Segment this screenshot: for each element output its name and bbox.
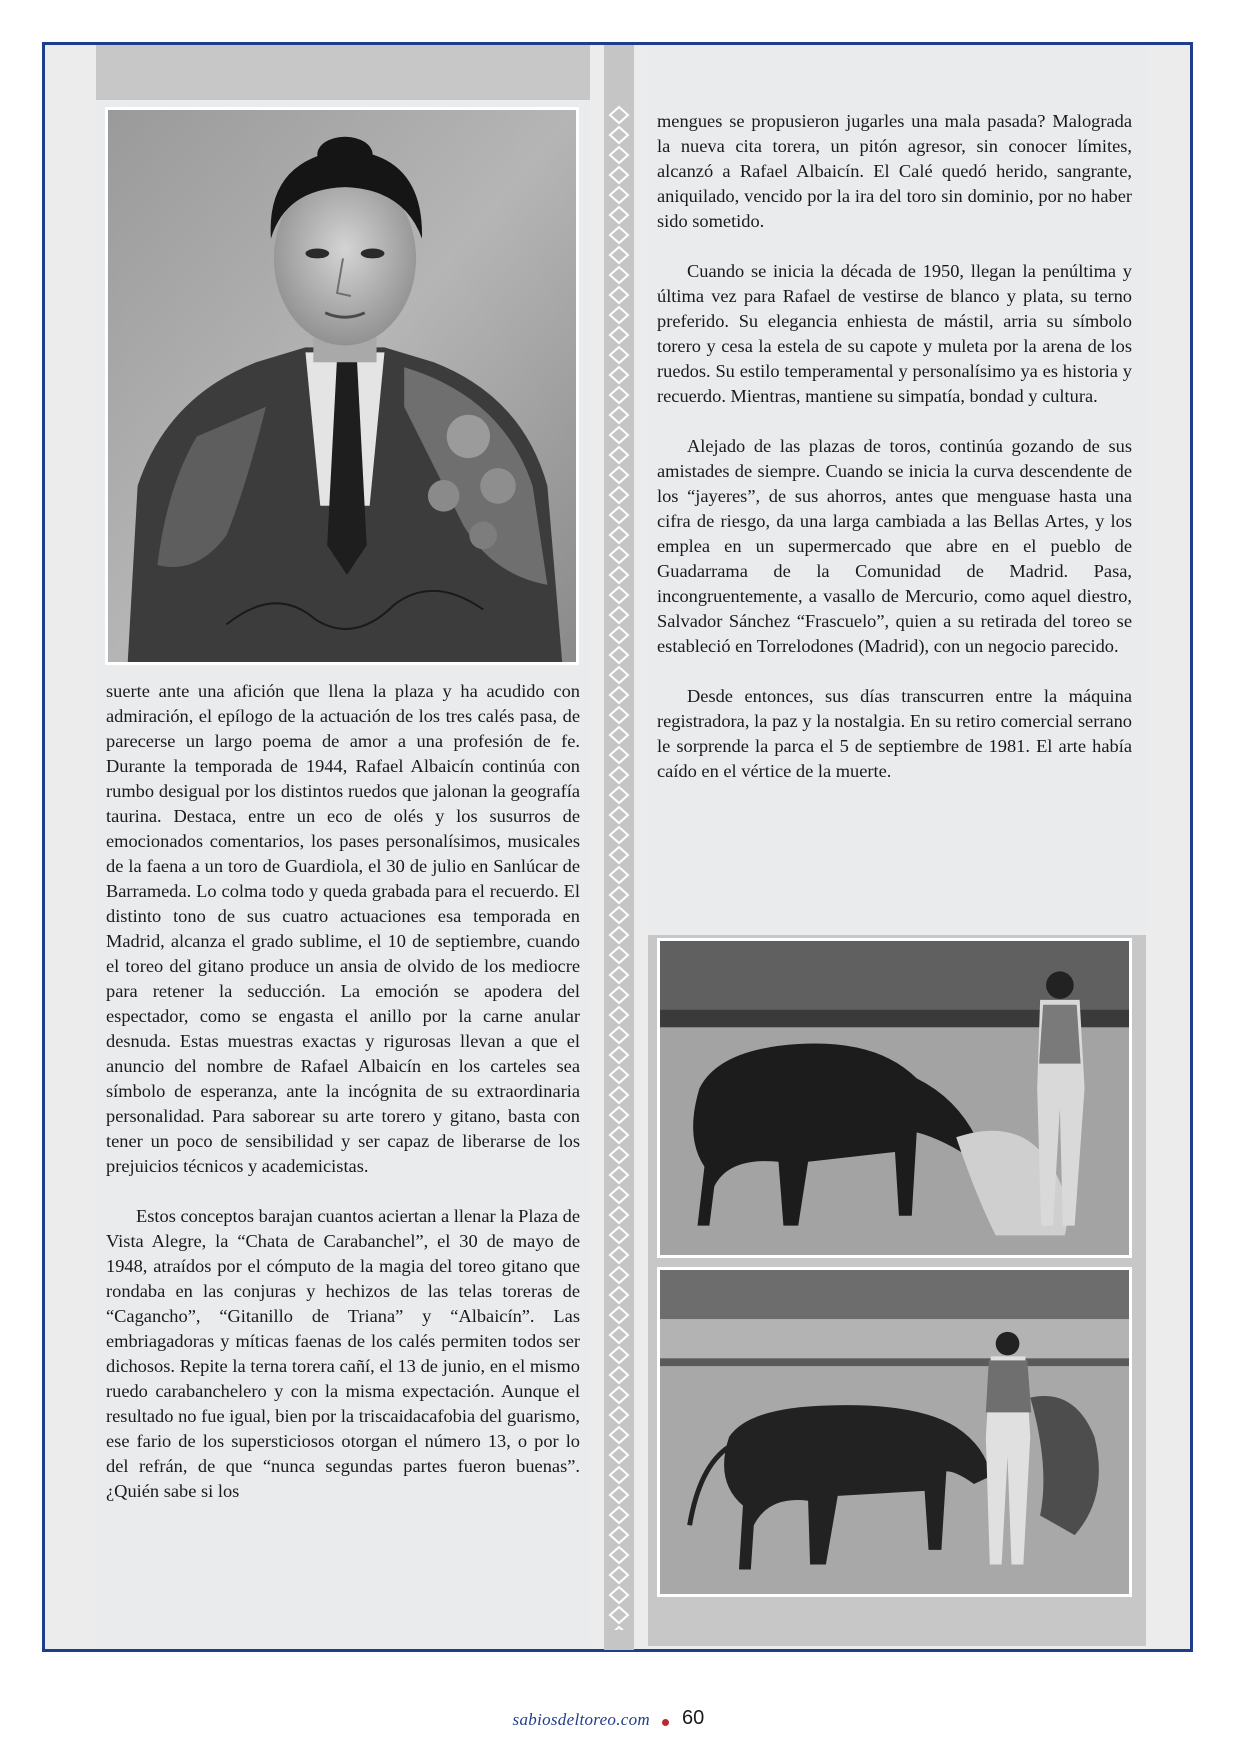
bullfight-image-1 bbox=[660, 941, 1129, 1255]
left-column-text bbox=[106, 679, 580, 1504]
right-paragraph-4: Desde entonces, sus días transcurren entre la máquina registradora, la paz y la nostalgia. En su retiro comercial serrano le sorprende la parca el 5 de septiembre de 1981. El arte había caído en el vértice de la muerte. bbox=[657, 686, 1132, 781]
page-number: 60 bbox=[682, 1707, 705, 1729]
decorative-diamond-strip bbox=[604, 45, 634, 1650]
left-column-header-band bbox=[96, 45, 590, 100]
footer-bullet-icon bbox=[662, 1719, 669, 1726]
footer-site-link[interactable]: sabiosdeltoreo.com bbox=[512, 1710, 650, 1729]
right-paragraph-2: Cuando se inicia la década de 1950, llegan la penúltima y última vez para Rafael de vestirse de blanco y plata, su terno preferido. Su elegancia enhiesta de mástil, arria su símbolo torero y cesa la estela de su capote y muleta por la arena de los ruedos. Su estilo temperamental y personalísimo ya es historia y recuerdo. Mientras, mantiene su simpatía, bondad y cultura. bbox=[657, 261, 1132, 406]
diamond-pattern bbox=[604, 45, 634, 1650]
right-column-text bbox=[657, 109, 1132, 784]
portrait-image bbox=[108, 110, 576, 662]
bullfight-photo-2 bbox=[657, 1267, 1132, 1597]
portrait-photo bbox=[105, 107, 579, 665]
bullfight-image-2 bbox=[660, 1270, 1129, 1594]
right-paragraph-1: mengues se propusieron jugarles una mala pasada? Malograda la nueva cita torera, un pitón agresor, sin conocer límites, alcanzó a Rafael Albaicín. El Calé quedó herido, sangrante, aniquilado, vencido por la ira del toro sin dominio, por no haber sido sometido. bbox=[657, 111, 1132, 231]
left-paragraph-2: Estos conceptos barajan cuantos aciertan a llenar la Plaza de Vista Alegre, la “Chata de Carabanchel”, el 30 de mayo de 1948, atraídos por el cómputo de la magia del toreo gitano que rondaba en las conjuras y hechizos de las telas toreras de “Cagancho”, “Gitanillo de Triana” y “Albaicín”. Las embriagadoras y míticas faenas de los calés permiten todos ser dichosos. Repite la terna torera cañí, el 13 de junio, en el mismo ruedo carabanchelero y con la misma expectación. Aunque el resultado no fue igual, bien por la triscaidacafobia del guarismo, ese fario de los supersticiosos otorgan el número 13, o por lo del refrán, de que “nunca segundas partes fueron buenas”. ¿Quién sabe si los bbox=[106, 1206, 580, 1501]
bullfight-photo-1 bbox=[657, 938, 1132, 1258]
left-paragraph-1: suerte ante una afición que llena la plaza y ha acudido con admiración, el epílogo de la actuación de los tres calés pasa, de parecerse un largo poema de amor a una profesión de fe. Durante la temporada de 1944, Rafael Albaicín continúa con rumbo desigual por los distintos ruedos que jalonan la geografía taurina. Destaca, entre un eco de olés y los susurros de emocionados comentarios, los pases personalísimos, musicales de la faena a un toro de Guardiola, el 30 de julio en Sanlúcar de Barrameda. Lo colma todo y queda grabada para el recuerdo. El distinto tono de sus cuatro actuaciones esa temporada en Madrid, alcanza el grado sublime, el 10 de septiembre, cuando el toreo del gitano produce un ansia de olvido de los mediocre para retener la seducción. La emoción se apodera del espectador, como se engasta el anillo por la carne anular desnuda. Estas muestras exactas y rigurosas llevan a que el anuncio del nombre de Rafael Albaicín en los carteles sea símbolo de esperanza, ante la incógnita de su extraordinaria personalidad. Para saborear su arte torero y gitano, basta con tener un poco de sensibilidad y ser capaz de liberarse de los prejuicios técnicos y academicistas. bbox=[106, 681, 580, 1176]
page-footer bbox=[0, 1706, 1240, 1736]
right-paragraph-3: Alejado de las plazas de toros, continúa gozando de sus amistades de siempre. Cuando se inicia la curva descendente de los “jayeres”, de sus ahorros, antes que menguase hasta una cifra de riesgo, da una larga cambiada a las Bellas Artes, y los emplea en un supermercado que abre en el pueblo de Guadarrama de la Comunidad de Madrid. Pasa, incongruentemente, a vasallo de Mercurio, como aquel diestro, Salvador Sánchez “Frascuelo”, quien a su retirada del toreo se estableció en Torrelodones (Madrid), con un negocio parecido. bbox=[657, 436, 1132, 656]
